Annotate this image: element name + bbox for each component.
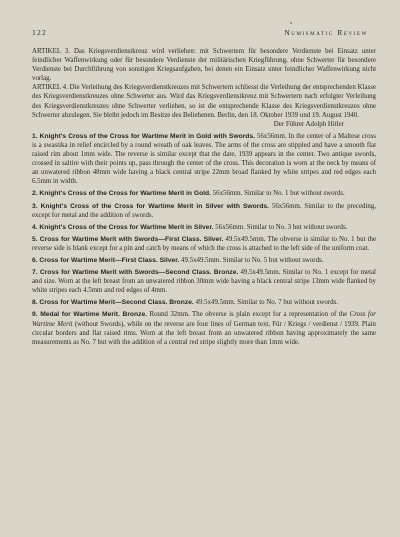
catalog-item-5 xyxy=(32,235,376,253)
catalog-item-2 xyxy=(32,189,376,198)
page-number: 122 xyxy=(32,28,47,37)
item-name: 1. Knight's Cross of the Cross for Wartime Merit in Gold with Swords. xyxy=(32,132,255,140)
catalog-item-9 xyxy=(32,310,376,346)
item-text: 49.5x49.5mm. The obverse is similar to No. 1 but the reverse side is blank except for a pin and catch by means of which the cross is attached to the left side of the uniform coat. xyxy=(32,235,376,252)
article-3: ARTIKEL 3. Das Kriegsverdienstkreuz wird verliehen: mit Schwertern für besondere Verdienste bei Einsatz unter feindlicher Waffenwirkung oder für besondere Verdienste der militärischen Kriegführung, ohne Schwerter für besondere Verdienste bei Durchführung von sonstigen Kriegsaufgaben, bei denen ein Einsatz unter feindlicher Waffenwirkung nicht vorlag. xyxy=(32,48,376,83)
item-name: 4. Knight's Cross of the Cross for Wartime Merit in Silver. xyxy=(32,223,214,231)
paper-speck xyxy=(290,22,292,24)
running-header xyxy=(32,28,376,37)
item-name: 5. Cross for Wartime Merit with Swords—First Class. Silver. xyxy=(32,235,224,243)
item-text-italic: Cross for Wartime Merit xyxy=(32,311,376,328)
item-name: 3. Knight's Cross of the Cross for Wartime Merit in Silver with Swords. xyxy=(32,202,269,210)
item-text: 56x56mm. Similar to No. 3 but without swords. xyxy=(213,223,348,231)
item-name: 8. Cross for Wartime Merit—Second Class. Bronze. xyxy=(32,299,194,307)
item-name: 2. Knight's Cross of the Cross for Wartime Merit in Gold. xyxy=(32,190,211,198)
item-text: 49.5x49.5mm. Similar to No. 5 but without swords. xyxy=(179,256,324,264)
catalog-item-4 xyxy=(32,223,376,232)
article-4: ARTIKEL 4. Die Verleihung des Kriegsverdienstkreuzes mit Schwertern schliesst die Verleihung der entsprechenden Klasse des Kriegsverdienstkreuzes ohne Schwerter aus. Wird das Kriegsverdienstkreuz mit Schwertern nach erfolgter Verleihung des Kriegsverdienstkreuzes ohne Schwerter verliehen, so ist die entsprechende Klasse des Kriegsverdienstkreuzes ohne Schwerter abzulegen. Sie bleibt jedoch im Besitze des Beliehenen. Berlin, den 18. Oktober 1939 und 19. August 1940. xyxy=(32,84,376,119)
item-name: 6. Cross for Wartime Merit—First Class. Silver. xyxy=(32,256,180,264)
item-name: 9. Medal for Wartime Merit. Bronze. xyxy=(32,311,148,319)
item-text: 56x56mm. Similar to the preceding, except for metal and the addition of swords. xyxy=(32,202,376,219)
item-text: 56x56mm. Similar to No. 1 but without swords. xyxy=(210,190,345,198)
catalog-item-6 xyxy=(32,256,376,265)
item-text: Round 32mm. The obverse is plain except for a representation of the xyxy=(147,311,350,319)
item-text: 56x56mm. In the center of a Maltese cross is a swastika in relief encircled by a round wreath of oak leaves. The arms of the cross are stippled and have a smooth flat raised rim about 1mm wide. The reverse is similar except that the date, 1939 appears in the center. Two antique swords, crossed in saltire with their points up, pass through the center of the cross. This decoration is worn at the neck by means of an unwatered ribbon 48mm wide having a black central stripe 22mm broad flanked by white stripes and red edges each 6.5mm in width. xyxy=(32,132,376,186)
journal-title: Numismatic Review xyxy=(284,28,368,37)
catalog-item-8 xyxy=(32,298,376,307)
catalog-item-7 xyxy=(32,268,376,295)
item-text: (without Swords), while on the reverse are four lines of German text, Für / Kriegs / verdienst / 1939. Plain circular borders and flat raised rims. Worn at the left breast from an unwatered ribbon having approximately the same measurements as No. 7 but with the addition of a central red stripe slightly more than 1mm wide. xyxy=(32,320,376,346)
item-text: 49.5x49.5mm. Similar to No. 1 except for metal and size. Worn at the left breast from an unwatered ribbon 30mm wide having a black central stripe 13mm wide flanked by white stripes each 4.5mm and red edges of 4mm. xyxy=(32,269,376,295)
signature: Der Führer Adolph Hitler xyxy=(273,120,344,128)
item-text: 49.5x49.5mm. Similar to No. 7 but without swords. xyxy=(193,299,338,307)
item-name: 7. Cross for Wartime Merit with Swords—Second Class. Bronze. xyxy=(32,269,239,277)
catalog-item-3 xyxy=(32,202,376,220)
catalog-item-1 xyxy=(32,132,376,187)
